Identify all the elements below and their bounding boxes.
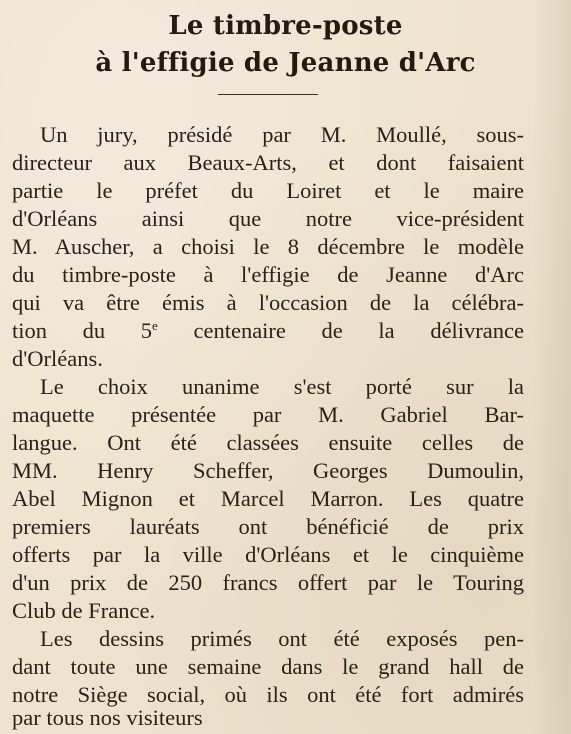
text-line: M. Auscher, a choisi le 8 décembre le modèle [12,234,524,259]
text-line: offerts par la ville d'Orléans et le cinquième [12,542,524,567]
text-line: d'Orléans ainsi que notre vice-président [12,206,524,231]
text-line: Club de France. [12,598,156,623]
text-line: langue. Ont été classées ensuite celles de [12,430,524,455]
text-line: Les dessins primés ont été exposés pen- [40,626,524,651]
text-line: d'un prix de 250 francs offert par le Touring [12,570,524,595]
text-line: notre Siège social, où ils ont été fort admirés [12,682,524,707]
article-title-line-1: Le timbre-poste [168,11,403,41]
text-line: directeur aux Beaux-Arts, et dont faisaient [12,150,524,175]
text-line: maquette présentée par M. Gabriel Bar- [12,402,524,427]
text-line: du timbre-poste à l'effigie de Jeanne d'Arc [12,262,524,287]
article-title-line-2: à l'effigie de Jeanne d'Arc [95,48,476,78]
text-line: Le choix unanime s'est porté sur la [40,374,524,399]
text-fragment: tion du 5 [12,318,153,343]
text-fragment: centenaire de la délivrance [193,318,525,343]
text-line: MM. Henry Scheffer, Georges Dumoulin, [12,458,524,483]
text-line [12,317,524,345]
text-line: d'Orléans. [12,346,103,371]
text-line: partie le préfet du Loiret et le maire [12,178,524,203]
text-line: Abel Mignon et Marcel Marron. Les quatre [12,486,524,511]
text-line: Un jury, présidé par M. Moullé, sous- [40,122,524,147]
title-divider [218,94,318,95]
text-line: qui va être émis à l'occasion de la célébra- [12,290,524,315]
text-line: premiers lauréats ont bénéficié de prix [12,514,524,539]
superscript: e [152,318,158,333]
text-line: dant toute une semaine dans le grand hall de [12,654,524,679]
text-line: par tous nos visiteurs [12,705,203,730]
paper-edge-shadow [531,0,571,734]
